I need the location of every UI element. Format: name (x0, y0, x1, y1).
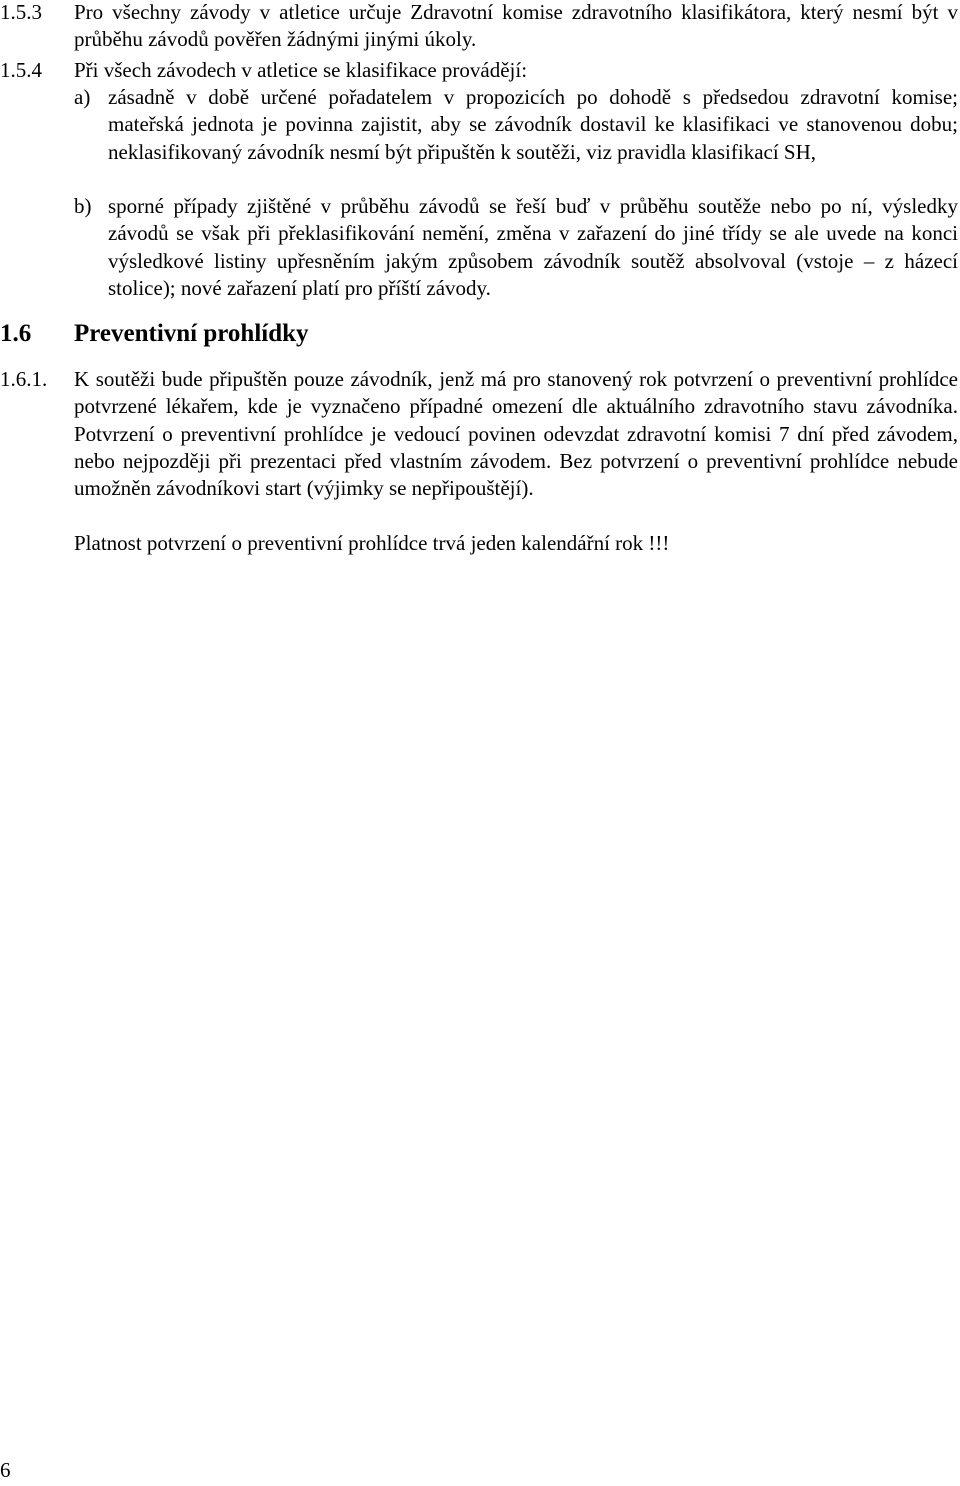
section-number: 1.5.4 (0, 58, 42, 82)
paragraph-intro: Při všech závodech v atletice se klasifikace provádějí: (74, 58, 528, 82)
list-item-label: a) (74, 85, 91, 109)
paragraph: Pro všechny závody v atletice určuje Zdravotní komise zdravotního klasifikátora, který nesmí být v průběhu závodů pověřen žádnými jinými úkoly. (74, 0, 958, 52)
paragraph: K soutěži bude připuštěn pouze závodník, jenž má pro stanovený rok potvrzení o preventivní prohlídce potvrzené lékařem, kde je vyznačeno případné omezení dle aktuálního zdravotního stavu závodníka. Potvrzení o preventivní prohlídce je vedoucí povinen odevzdat zdravotní komisi 7 dní před závodem, nebo nejpozději při prezentaci před vlastním závodem. Bez potvrzení o preventivní prohlídce nebude umožněn závodníkovi start (výjimky se nepřipouštějí). (74, 367, 958, 501)
section-heading (0, 320, 309, 348)
list-item-label: b) (74, 194, 92, 218)
heading-title: Preventivní prohlídky (74, 320, 309, 347)
list-item-text: sporné případy zjištěné v průběhu závodů se řeší buď v průběhu soutěže nebo po ní, výsledky závodů se však při překlasifikování nemění, změna v zařazení do jiné třídy se ale uvede na konci výsledkové listiny upřesněním jakým způsobem závodník soutěž absolvoval (vstoje – z házecí stolice); nové zařazení platí pro příští závody. (108, 194, 958, 300)
heading-number: 1.6 (0, 320, 32, 347)
section-number: 1.5.3 (0, 0, 42, 24)
section-number: 1.6.1. (0, 367, 48, 391)
page-number: 6 (0, 1458, 11, 1482)
list-item-text: zásadně v době určené pořadatelem v propozicích po dohodě s předsedou zdravotní komise; mateřská jednota je povinna zajistit, aby se závodník dostavil ke klasifikaci ve stanovenou dobu; neklasifikovaný závodník nesmí být připuštěn k soutěži, viz pravidla klasifikací SH, (108, 85, 958, 164)
paragraph-note: Platnost potvrzení o preventivní prohlídce trvá jeden kalendářní rok !!! (74, 531, 670, 555)
